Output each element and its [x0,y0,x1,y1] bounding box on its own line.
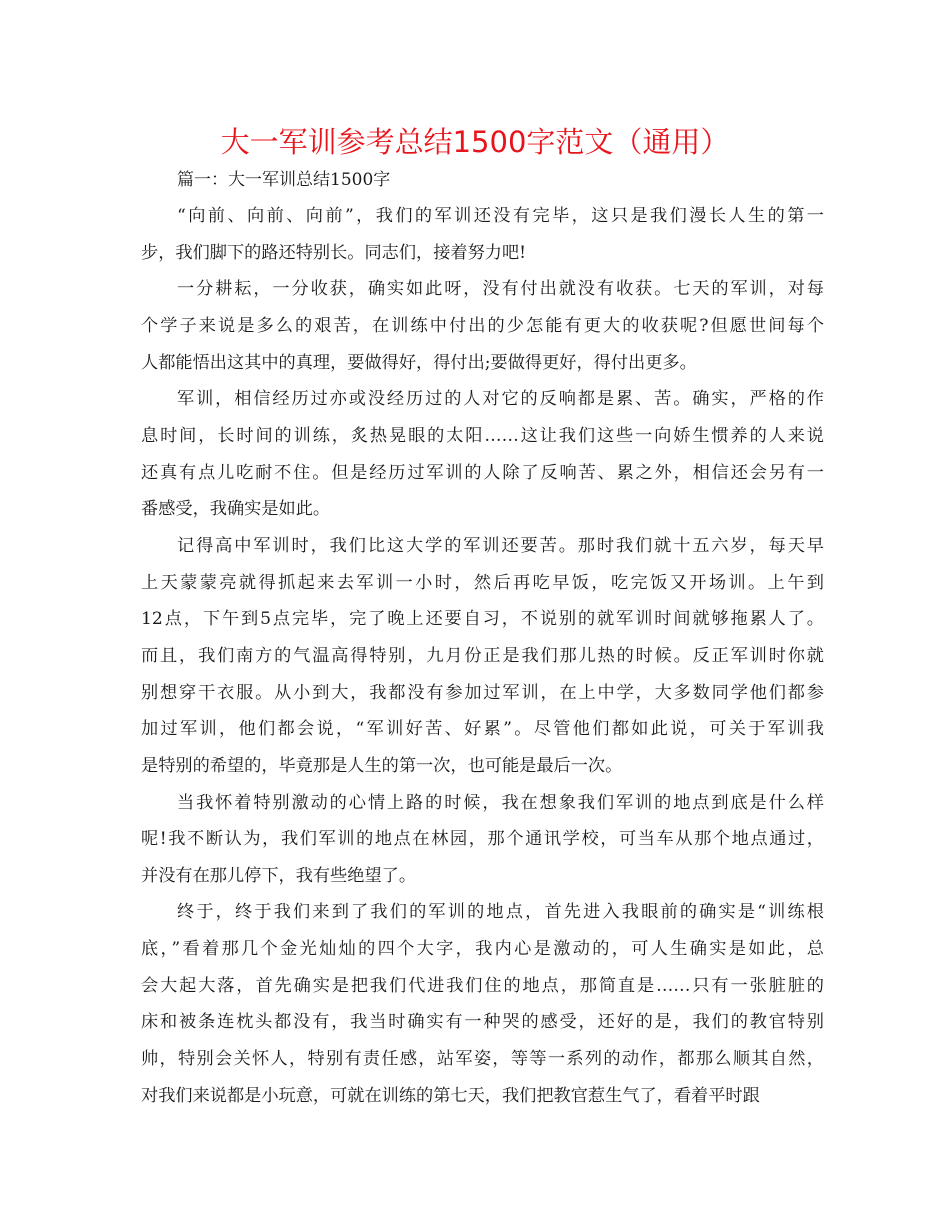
text-line: 息时间，长时间的训练，炙热晃眼的太阳……这让我们这些一向娇生惯养的人来说 [141,425,824,446]
text-line: 当我怀着特别激动的心情上路的时候，我在想象我们军训的地点到底是什么样 [177,792,824,813]
text-line: 军训，相信经历过亦或没经历过的人对它的反响都是累、苦。确实，严格的作 [177,389,824,410]
document-title: 大一军训参考总结1500字范文（通用） [220,125,730,159]
text-line: 记得高中军训时，我们比这大学的军训还要苦。那时我们就十五六岁，每天早 [177,535,824,556]
paragraph [141,528,824,785]
text-line: 而且，我们南方的气温高得特别，九月份正是我们那儿热的时候。反正军训时你就 [141,645,824,666]
text-line: 别想穿干衣服。从小到大，我都没有参加过军训，在上中学，大多数同学他们都参 [141,682,824,703]
paragraph [141,198,824,271]
paragraph [141,381,824,528]
text-line: 是特别的希望的，毕竟那是人生的第一次，也可能是最后一次。 [141,755,623,776]
paragraph [141,894,824,1114]
section-heading: 篇一：大一军训总结1500字 [177,170,391,190]
text-line: 还真有点儿吃耐不住。但是经历过军训的人除了反响苦、累之外，相信还会另有一 [141,462,824,483]
text-line: 会大起大落，首先确实是把我们代进我们住的地点，那简直是……只有一张脏脏的 [141,975,824,996]
text-line: 呢!我不断认为，我们军训的地点在林园，那个通讯学校，可当车从那个地点通过， [141,829,824,850]
text-line: 人都能悟出这其中的真理，要做得好，得付出;要做得更好，得付出更多。 [141,352,697,373]
text-line: 对我们来说都是小玩意，可就在训练的第七天，我们把教官惹生气了，看着平时跟 [141,1085,760,1106]
text-line: 底，”看着那几个金光灿灿的四个大字，我内心是激动的，可人生确实是如此，总 [141,939,824,960]
text-line: “向前、向前、向前”，我们的军训还没有完毕，这只是我们漫长人生的第一 [177,206,824,226]
text-line: 个学子来说是多么的艰苦，在训练中付出的少怎能有更大的收获呢?但愿世间每个 [141,315,824,336]
text-line: 帅，特别会关怀人，特别有责任感，站军姿，等等一系列的动作，都那么顺其自然， [141,1049,824,1070]
text-line: 一分耕耘，一分收获，确实如此呀，没有付出就没有收获。七天的军训，对每 [177,279,824,300]
text-line: 步，我们脚下的路还特别长。同志们，接着努力吧! [141,242,527,263]
text-line: 12点，下午到5点完毕，完了晚上还要自习，不说别的就军训时间就够拖累人了。 [141,609,824,630]
document-body [141,198,824,1114]
text-line: 终于，终于我们来到了我们的军训的地点，首先进入我眼前的确实是“训练根 [177,902,824,923]
text-line: 床和被条连枕头都没有，我当时确实有一种哭的感受，还好的是，我们的教官特别 [141,1012,824,1033]
paragraph [141,785,824,895]
text-line: 并没有在那儿停下，我有些绝望了。 [141,865,417,886]
text-line: 番感受，我确实是如此。 [141,499,331,520]
text-line: 加过军训，他们都会说，“军训好苦、好累”。尽管他们都如此说，可关于军训我 [141,719,824,740]
paragraph [141,271,824,381]
text-line: 上天蒙蒙亮就得抓起来去军训一小时，然后再吃早饭，吃完饭又开场训。上午到 [141,572,824,593]
